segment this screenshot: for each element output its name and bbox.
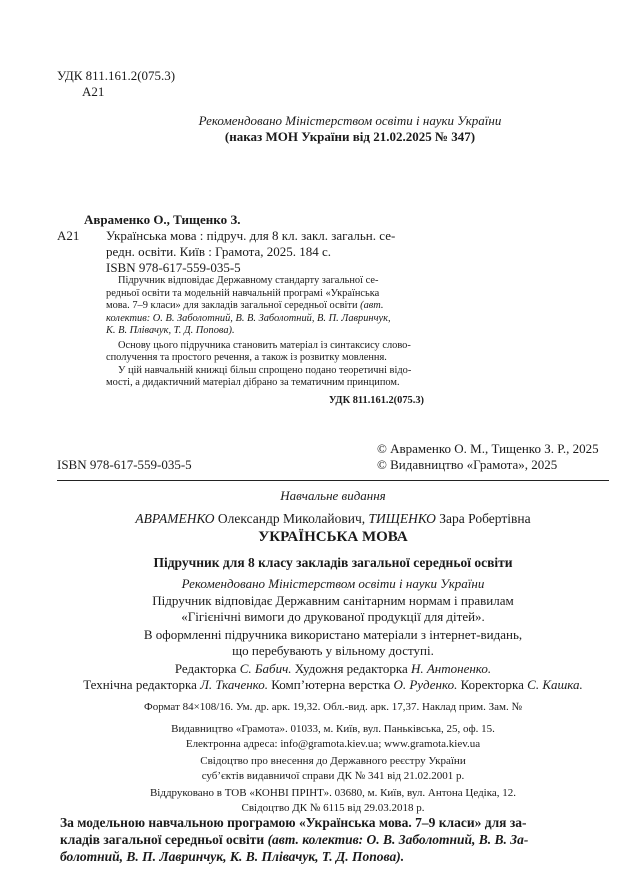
divider — [57, 480, 609, 481]
order-top: (наказ МОН України від 21.02.2025 № 347) — [224, 129, 476, 144]
author1-name: Олександр Миколайович, — [217, 511, 366, 526]
layout-label: Комп’ютерна верстка — [271, 677, 391, 692]
annotation-p1-c-ital: (авт. — [360, 300, 384, 311]
editors-line — [57, 661, 609, 677]
copyright-isbn: ISBN 978-617-559-035-5 — [57, 457, 192, 472]
copyright-publisher: © Видавництво «Грамота», 2025 — [377, 457, 558, 472]
certificate-line-1: Свідоцтво про внесення до Державного реєстру України — [200, 755, 466, 767]
program-line-2-b: (авт. колектив: О. В. Заболотний, В. В. За- — [267, 832, 529, 847]
program-line-2 — [60, 831, 528, 848]
art-editor-name: Н. Антоненко. — [410, 661, 492, 676]
card-authors: Авраменко О., Тищенко З. — [84, 212, 241, 227]
editor-label: Редакторка — [174, 661, 237, 676]
udk-top: УДК 811.161.2(075.3) — [57, 68, 176, 83]
recommended-imprint: Рекомендовано Міністерством освіти і науки України — [181, 576, 485, 591]
tech-editor-label: Технічна редакторка — [83, 677, 197, 692]
annotation-p1-e: К. В. Плівачук, Т. Д. Попова). — [106, 325, 235, 336]
author1-surname: АВРАМЕНКО — [135, 511, 215, 526]
publisher-address: Видавництво «Грамота». 01033, м. Київ, вул. Паньківська, 25, оф. 15. — [171, 723, 495, 735]
proof-name: С. Кашка. — [527, 677, 583, 692]
card-isbn: ISBN 978-617-559-035-5 — [106, 260, 241, 275]
printed-by: Віддруковано в ТОВ «КОНВІ ПРІНТ». 03680, м. Київ, вул. Антона Цедіка, 12. — [149, 787, 517, 799]
format-line: Формат 84×108/16. Ум. др. арк. 19,32. Обл.-вид. арк. 17,37. Наклад прим. Зам. № — [144, 701, 522, 713]
annotation-p3-b: мості, а дидактичний матеріал дібрано за тематичним принципом. — [106, 377, 400, 388]
library-code-top: А21 — [82, 84, 105, 99]
annotation-p1-d: колектив: О. В. Заболотний, В. В. Заболотний, В. П. Лавринчук, — [106, 312, 391, 324]
publisher-contacts: Електронна адреса: info@gramota.kiev.ua; www.gramota.kiev.ua — [185, 738, 481, 750]
certificate-line-2: суб’єктів видавничої справи ДК № 341 від 21.02.2001 р. — [201, 770, 465, 782]
authors-full — [57, 510, 609, 527]
annotation-p2-b: сполучення та простого речення, а також із розвитку мовлення. — [106, 352, 387, 363]
card-line-1: Українська мова : підруч. для 8 кл. закл. загальн. се- — [106, 228, 396, 243]
annotation-p1-a: Підручник відповідає Державному стандарту загальної се- — [118, 275, 379, 286]
annotation-p3-a: У цій навчальній книжці більш спрощено подано теоретичні відо- — [118, 364, 412, 376]
card-line-2: редн. освіти. Київ : Грамота, 2025. 184 с. — [106, 244, 332, 259]
author2-name: Зара Робертівна — [439, 511, 531, 526]
card-code: А21 — [57, 228, 80, 243]
author2-surname: ТИЩЕНКО — [368, 511, 436, 526]
card-udk: УДК 811.161.2(075.3) — [328, 395, 424, 406]
annotation-p1-c-line — [106, 300, 424, 313]
art-editor-label: Художня редакторка — [294, 661, 408, 676]
internet-line-1: В оформленні підручника використано матеріали з інтернет-видань, — [143, 627, 523, 642]
edition-type: Навчальне видання — [280, 488, 386, 503]
annotation-p2-a: Основу цього підручника становить матеріал із синтаксису слово- — [118, 339, 411, 351]
layout-name: О. Руденко. — [393, 677, 458, 692]
program-line-2-a: кладів загальної середньої освіти — [60, 832, 265, 847]
sanitary-line-1: Підручник відповідає Державним санітарним нормам і правилам — [152, 593, 514, 608]
card-annotation — [106, 275, 424, 390]
internet-line-2: що перебувають у вільному доступі. — [232, 643, 434, 658]
program-line-3: болотний, В. П. Лавринчук, К. В. Плівачук, Т. Д. Попова). — [60, 849, 405, 864]
printer-certificate: Свідоцтво ДК № 6115 від 29.03.2018 р. — [241, 802, 425, 814]
book-title: УКРАЇНСЬКА МОВА — [258, 529, 408, 545]
annotation-p1-b: редньої освіти та модельній навчальній програмі «Українська — [106, 287, 380, 299]
proof-label: Коректорка — [460, 677, 524, 692]
book-subtitle: Підручник для 8 класу закладів загальної середньої освіти — [153, 555, 513, 570]
editor-name: С. Бабич. — [239, 661, 292, 676]
staff-line — [57, 677, 609, 693]
recommended-top: Рекомендовано Міністерством освіти і науки України — [198, 113, 502, 128]
annotation-p1-c: мова. 7–9 класи» для закладів загальної середньої освіти — [106, 300, 358, 311]
sanitary-line-2: «Гігієнічні вимоги до друкованої продукції для дітей». — [181, 609, 485, 624]
program-line-1: За модельною навчальною програмою «Українська мова. 7–9 класи» для за- — [60, 815, 527, 830]
copyright-authors: © Авраменко О. М., Тищенко З. Р., 2025 — [377, 441, 599, 456]
tech-editor-name: Л. Ткаченко. — [200, 677, 269, 692]
